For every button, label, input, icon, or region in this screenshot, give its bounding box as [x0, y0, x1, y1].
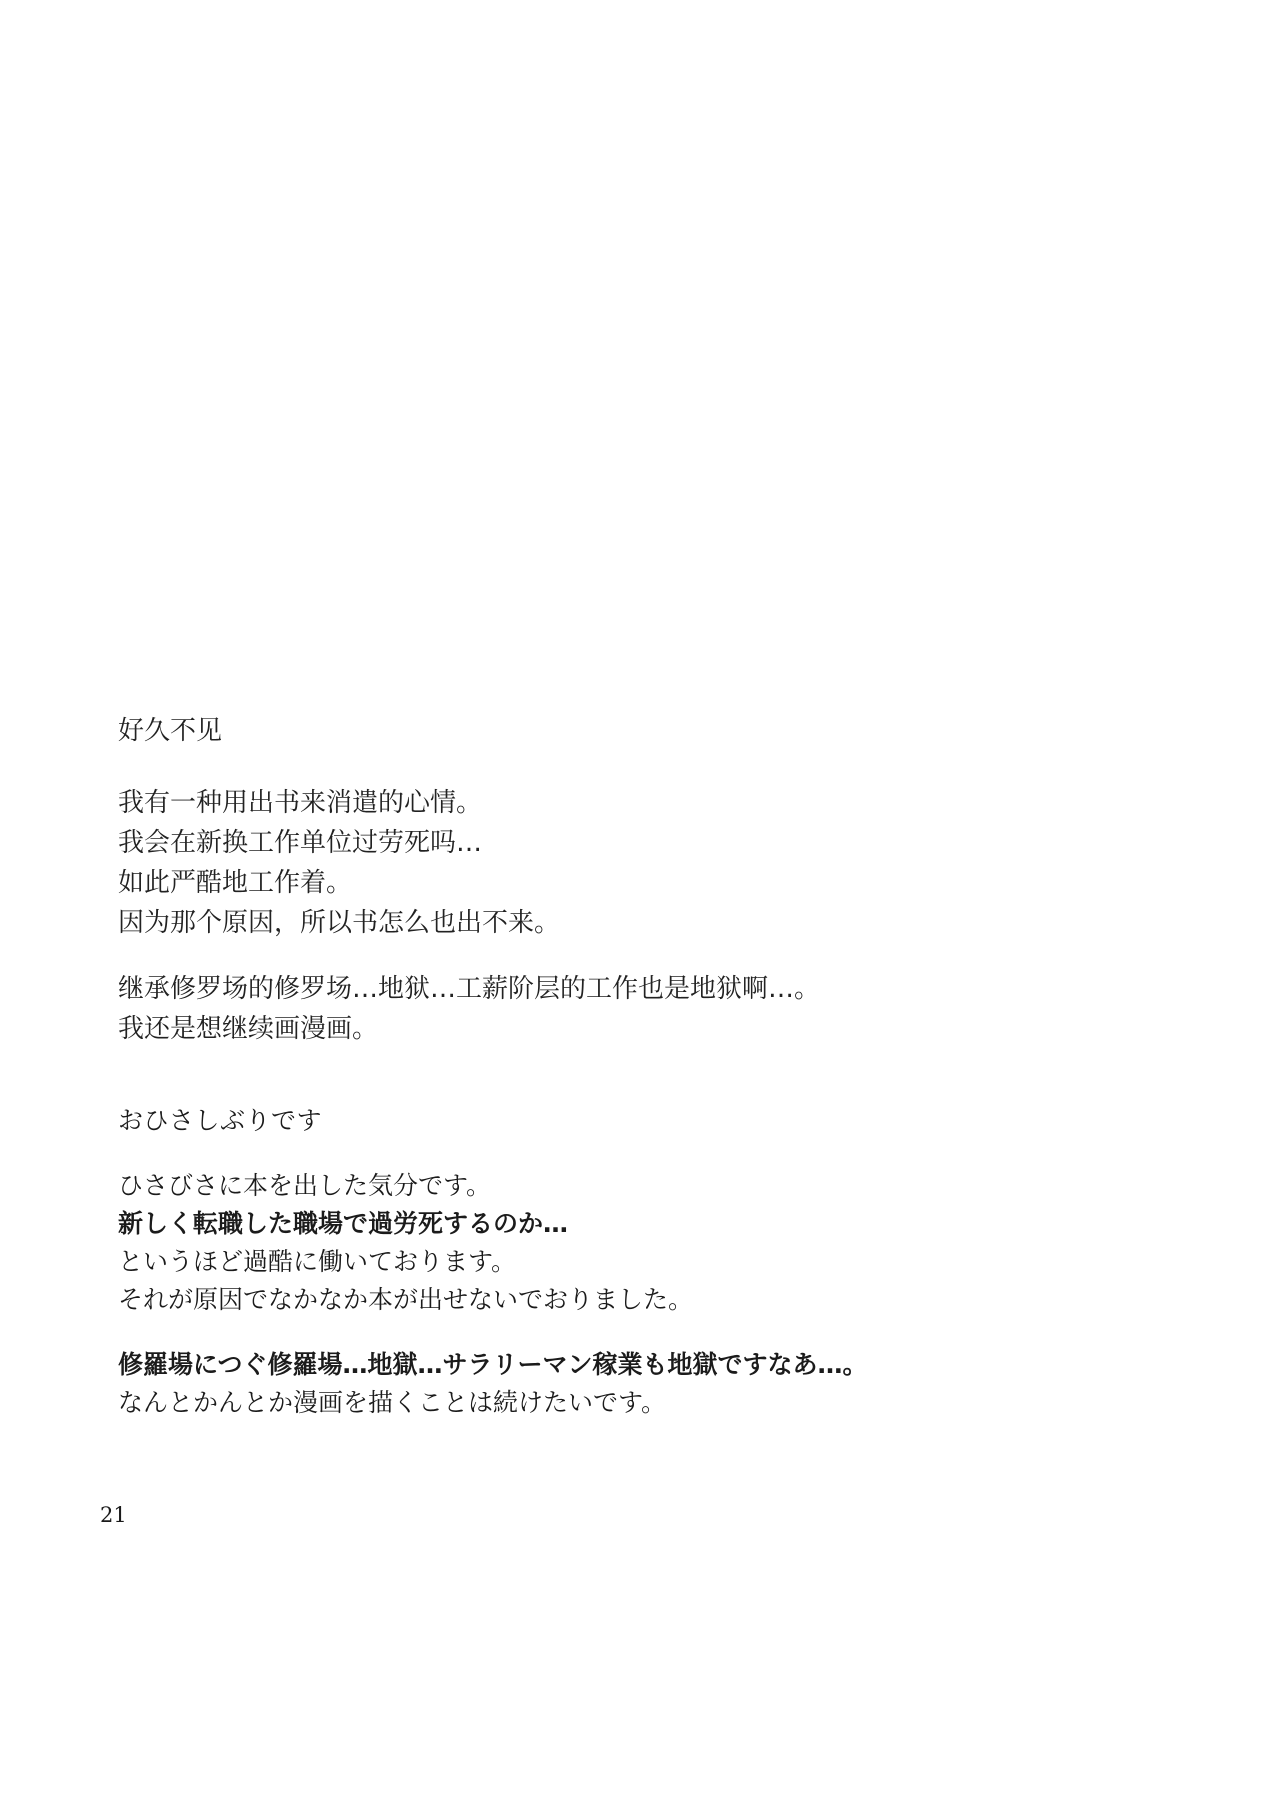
japanese-paragraph-1	[118, 1173, 1128, 1312]
afterword-section	[118, 718, 1128, 1455]
japanese-heading: おひさしぶりです	[118, 1106, 323, 1135]
chinese-line: 如此严酷地工作着。	[118, 868, 353, 898]
japanese-line: ひさびさに本を出した気分です。	[118, 1171, 492, 1200]
chinese-line: 继承修罗场的修罗场…地狱…工薪阶层的工作也是地狱啊…。	[118, 974, 821, 1004]
page-number: 21	[100, 1503, 127, 1527]
japanese-line: なんとかんとか漫画を描くことは続けたいです。	[118, 1388, 667, 1417]
chinese-line: 我有一种用出书来消遣的心情。	[118, 788, 483, 818]
chinese-line: 我会在新换工作单位过劳死吗…	[118, 828, 483, 858]
japanese-text-block	[118, 1108, 1128, 1415]
japanese-paragraph-2	[118, 1352, 1128, 1415]
chinese-text-block	[118, 718, 1128, 1042]
chinese-line: 我还是想继续画漫画。	[118, 1014, 379, 1044]
chinese-paragraph-1	[118, 790, 1128, 936]
chinese-line: 因为那个原因，所以书怎么也出不来。	[118, 908, 561, 938]
japanese-line: 修羅場につぐ修羅場…地獄…サラリーマン稼業も地獄ですなあ…。	[118, 1350, 868, 1379]
japanese-line: 新しく転職した職場で過労死するのか…	[118, 1209, 569, 1238]
chinese-paragraph-2	[118, 976, 1128, 1042]
chinese-heading: 好久不见	[118, 716, 223, 746]
japanese-line: というほど過酷に働いております。	[118, 1247, 517, 1276]
japanese-line: それが原因でなかなか本が出せないでおりました。	[118, 1285, 694, 1314]
